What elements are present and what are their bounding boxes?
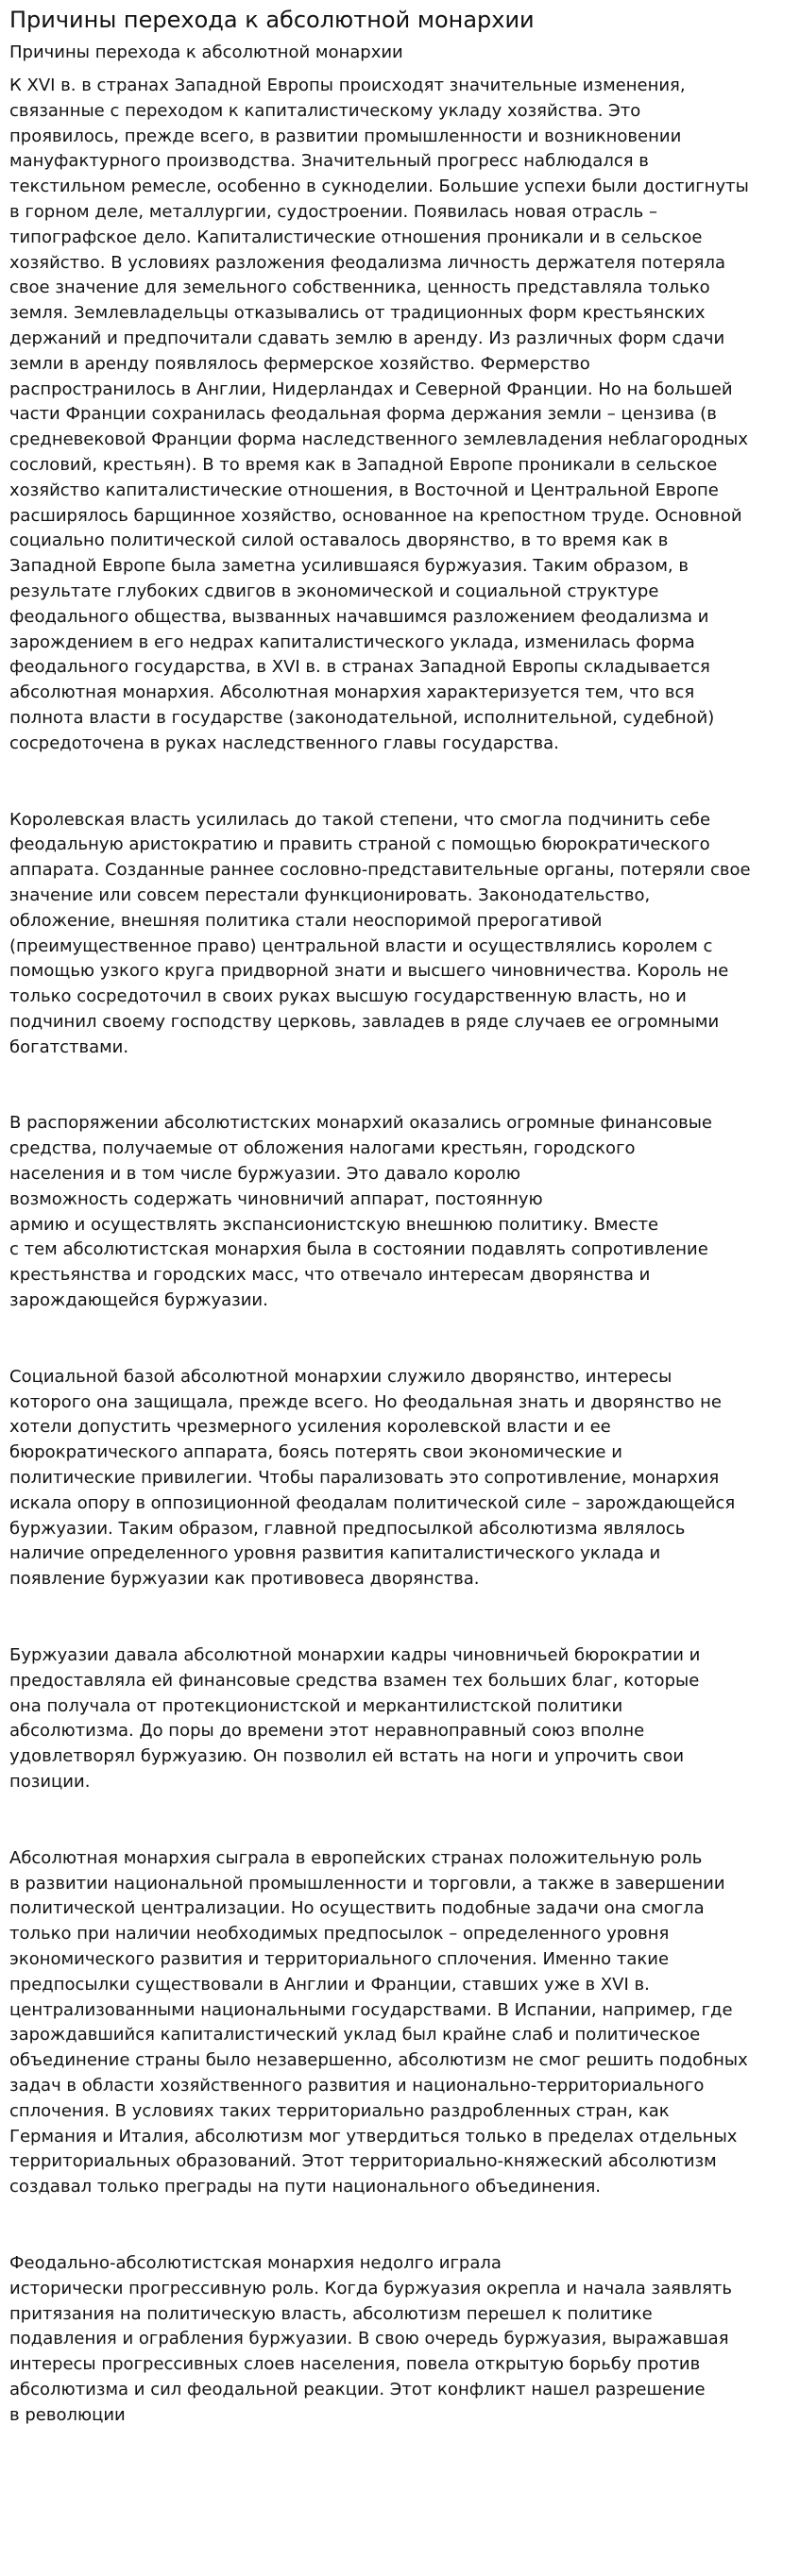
paragraph-2: Королевская власть усилилась до такой степени, что смогла подчинить себе феодальную аристократию и править страной с помощью бюрократического аппарата. Созданные раннее сословно-представительные органы, потеряли свое значение или совсем перестали функционировать. Законодательство, обложение, внешняя политика стали неоспоримой прерогативой (преимущественное право) центральной власти и осуществлялись королем с помощью узкого круга придворной знати и высшего чиновничества. Король не только сосредоточил в своих руках высшую государственную власть, но и подчинил своему господству церковь, завладев в ряде случаев ее огромными богатствами. [9,809,751,1057]
paragraph-3: В распоряжении абсолютистских монархий оказались огромные финансовые средства, получаемые от обложения налогами крестьян, городского населения и в том числе буржуазии. Это давало королю возможность содержать чиновничий аппарат, постоянную армию и осуществлять экспансионистскую внешнюю политику. Вместе с тем абсолютистская монархия была в состоянии подавлять сопротивление крестьянства и городских масс, что отвечало интересам дворянства и зарождающейся буржуазии. [9,1113,712,1311]
paragraph-6: Абсолютная монархия сыграла в европейских странах положительную роль в развитии национальной промышленности и торговли, а также в завершении политической централизации. Но осуществить подобные задачи она смогла только при наличии необходимых предпосылок – определенного уровня экономического развития и территориального сплочения. Именно такие предпосылки существовали в Англии и Франции, ставших уже в XVI в. централизованными национальными государствами. В Испании, например, где зарождавшийся капиталистический уклад был крайне слаб и политическое объединение страны было незавершенно, абсолютизм не смог решить подобных задач в области хозяйственного развития и национально-территориального сплочения. В условиях таких территориально раздробленных стран, как Германия и Италия, абсолютизм мог утвердиться только в пределах отдельных территориальных образований. Этот территориально-княжеский абсолютизм создавал только преграды на пути национального объединения. [9,1847,748,2197]
paragraph-1: К XVI в. в странах Западной Европы происходят значительные изменения, связанные с переходом к капиталистическому укладу хозяйства. Это проявилось, прежде всего, в развитии промышленности и возникновении мануфактурного производства. Значительный прогресс наблюдался в текстильном ремесле, особенно в сукнoделии. Большие успехи были достигнуты в горном деле, металлургии, судостроении. Появилась новая отрасль – типографское дело. Капиталистические отношения проникали и в сельское хозяйство. В условиях разложения феодализма личность держателя потеряла свое значение для земельного собственника, ценность представляла только земля. Землевладельцы отказывались от традиционных форм крестьянских держаний и предпочитали сдавать землю в аренду. Из различных форм сдачи земли в аренду появлялось фермерское хозяйство. Фермерство распространилось в Англии, Нидерландах и Северной Франции. Но на большей части Франции сохранилась феодальная форма держания земли – цензива (в средневековой Франции форма наследственного землевладения неблагородных сословий, крестьян). В то время как в Западной Европе проникали в сельское хозяйство капиталистические отношения, в Восточной и Центральной Европе расширялось барщинное хозяйство, основанное на крепостном труде. Основной социально политической силой оставалось дворянство, в то время как в Западной Европе была заметна усилившаяся буржуазия. Таким образом, в результате глубоких сдвигов в экономической и социальной структуре феодального общества, вызванных начавшимся разложением феодализма и зарождением в его недрах капиталистического уклада, изменилась форма феодального государства, в XVI в. в странах Западной Европы складывается абсолютная монархия. Абсолютная монархия характеризуется тем, что вся полнота власти в государстве (законодательной, исполнительной, судебной) сосредоточена в руках наследственного главы государства. [9,76,749,753]
paragraph-5: Буржуазии давала абсолютной монархии кадры чиновничьей бюрократии и предоставляла ей финансовые средства взамен тех больших благ, которые она получала от протекционистской и меркантилистской политики абсолютизма. До поры до времени этот неравноправный союз вполне удовлетворял буржуазию. Он позволил ей встать на ноги и упрочить свои позиции. [9,1645,701,1793]
paragraph-4: Социальной базой абсолютной монархии служило дворянство, интересы которого она защищала, прежде всего. Но феодальная знать и дворянство не хотели допустить чрезмерного усиления королевской власти и ее бюрократического аппарата, боясь потерять свои экономические и политические привилегии. Чтобы парализовать это сопротивление, монархия искала опору в оппозиционной феодалам политической силе – зарождающейся буржуазии. Таким образом, главной предпосылкой абсолютизма являлось наличие определенного уровня развития капиталистического уклада и появление буржуазии как противовеса дворянства. [9,1366,736,1590]
page-subtitle: Причины перехода к абсолютной монархии [9,42,403,62]
page-title: Причины перехода к абсолютной монархии [9,7,535,33]
paragraph-7: Феодально-абсолютистская монархия недолго играла исторически прогрессивную роль. Когда буржуазия окрепла и начала заявлять притязания на политическую власть, абсолютизм перешел к политике подавления и ограбления буржуазии. В свою очередь буржуазия, выражавшая интересы прогрессивных слоев населения, повела открытую борьбу против абсолютизма и сил феодальной реакции. Этот конфликт нашел разрешение в революции [9,2252,733,2425]
